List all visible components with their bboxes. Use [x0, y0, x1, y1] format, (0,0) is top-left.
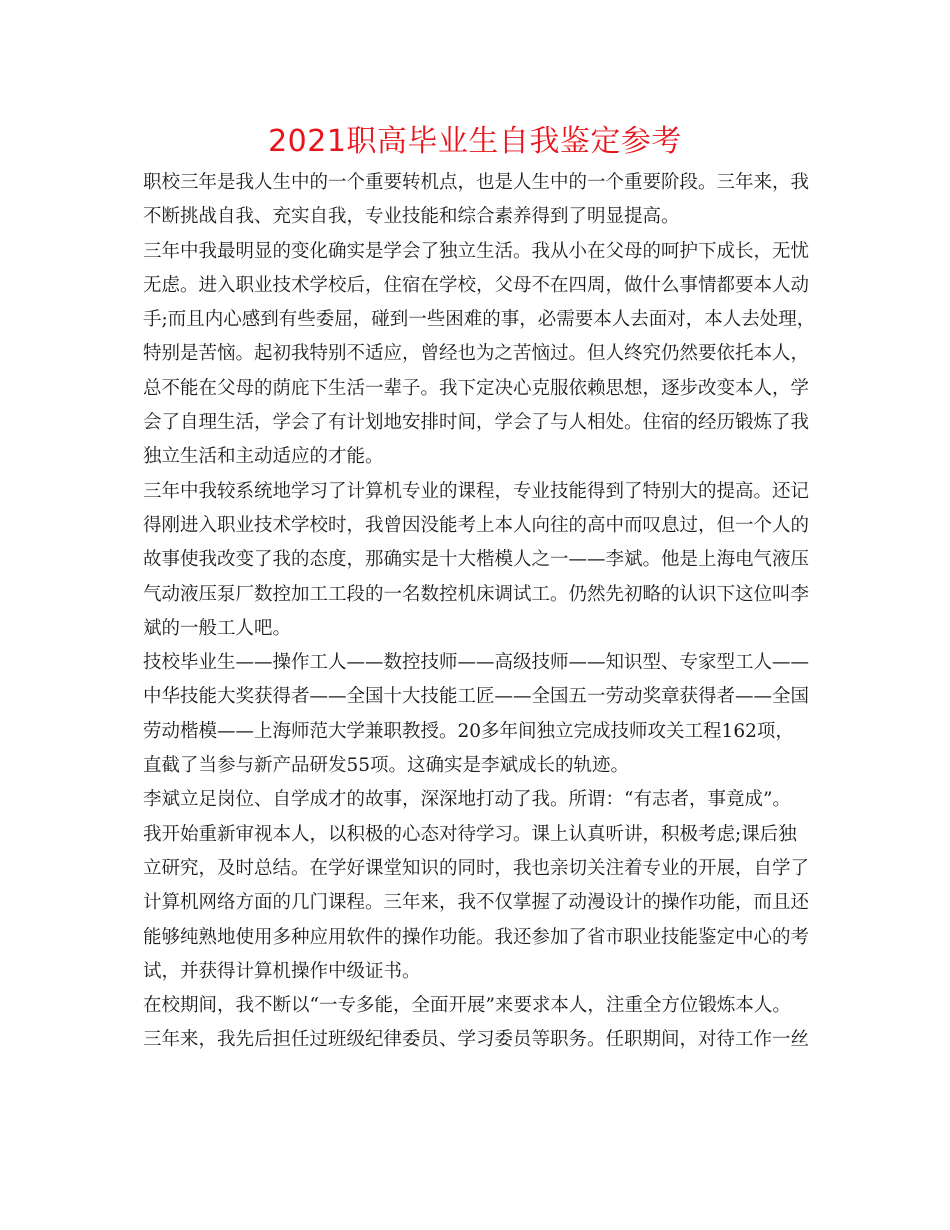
- text-line: 不断挑战自我、充实自我，专业技能和综合素养得到了明显提高。: [143, 206, 680, 228]
- text-line: 技校毕业生——操作工人——数控技师——高级技师——知识型、专家型工人——: [143, 652, 810, 674]
- text-line: 立研究，及时总结。在学好课堂知识的同时，我也亲切关注着专业的开展，自学了: [143, 857, 810, 879]
- document-body: [143, 166, 823, 1058]
- text-line: 直截了当参与新产品研发55项。这确实是李斌成长的轨迹。: [143, 755, 630, 777]
- text-line: 我开始重新审视本人，以积极的心态对待学习。课上认真听讲，积极考虑;课后独: [143, 823, 797, 845]
- text-line: 手;而且内心感到有些委屈，碰到一些困难的事，必需要本人去面对，本人去处理，: [143, 309, 816, 331]
- text-line: 劳动楷模——上海师范大学兼职教授。20多年间独立完成技师攻关工程162项，: [143, 720, 794, 742]
- text-line: 计算机网络方面的几门课程。三年来，我不仅掌握了动漫设计的操作功能，而且还: [143, 892, 810, 914]
- text-line: 三年中我最明显的变化确实是学会了独立生活。我从小在父母的呵护下成长，无忧: [143, 240, 810, 262]
- document-title: 2021职高毕业生自我鉴定参考: [268, 124, 682, 159]
- text-line: 能够纯熟地使用多种应用软件的操作功能。我还参加了省市职业技能鉴定中心的考: [143, 926, 810, 948]
- text-line: 中华技能大奖获得者——全国十大技能工匠——全国五一劳动奖章获得者——全国: [143, 686, 810, 708]
- text-line: 职校三年是我人生中的一个重要转机点，也是人生中的一个重要阶段。三年来，我: [143, 172, 810, 193]
- text-line: 总不能在父母的荫庇下生活一辈子。我下定决心克服依赖思想，逐步改变本人，学: [143, 377, 810, 399]
- paragraph: [143, 783, 823, 989]
- paragraph: [143, 166, 823, 235]
- text-line: 特别是苦恼。起初我特别不适应，曾经也为之苦恼过。但人终究仍然要依托本人，: [143, 343, 810, 365]
- paragraph: [143, 235, 823, 475]
- paragraph: [143, 475, 823, 646]
- paragraph: [143, 646, 823, 783]
- text-line: 无虑。进入职业技术学校后，住宿在学校，父母不在四周，做什么事情都要本人动: [143, 274, 810, 296]
- text-line: 三年中我较系统地学习了计算机专业的课程，专业技能得到了特别大的提高。还记: [143, 480, 810, 502]
- text-line: 李斌立足岗位、自学成才的故事，深深地打动了我。所谓：“有志者，事竟成”。: [143, 789, 791, 811]
- text-line: 故事使我改变了我的态度，那确实是十大楷模人之一——李斌。他是上海电气液压: [143, 549, 810, 571]
- paragraph: [143, 989, 823, 1058]
- text-line: 独立生活和主动适应的才能。: [143, 446, 384, 468]
- text-line: 在校期间，我不断以“一专多能，全面开展”来要求本人，注重全方位锻炼本人。: [143, 995, 791, 1017]
- text-line: 三年来，我先后担任过班级纪律委员、学习委员等职务。任职期间，对待工作一丝: [143, 1029, 810, 1051]
- text-line: 会了自理生活，学会了有计划地安排时间，学会了与人相处。住宿的经历锻炼了我: [143, 412, 810, 434]
- text-line: 气动液压泵厂数控加工工段的一名数控机床调试工。仍然先初略的认识下这位叫李: [143, 583, 810, 605]
- text-line: 斌的一般工人吧。: [143, 617, 292, 639]
- text-line: 试，并获得计算机操作中级证书。: [143, 960, 421, 982]
- text-line: 得刚进入职业技术学校时，我曾因没能考上本人向往的高中而叹息过，但一个人的: [143, 514, 810, 536]
